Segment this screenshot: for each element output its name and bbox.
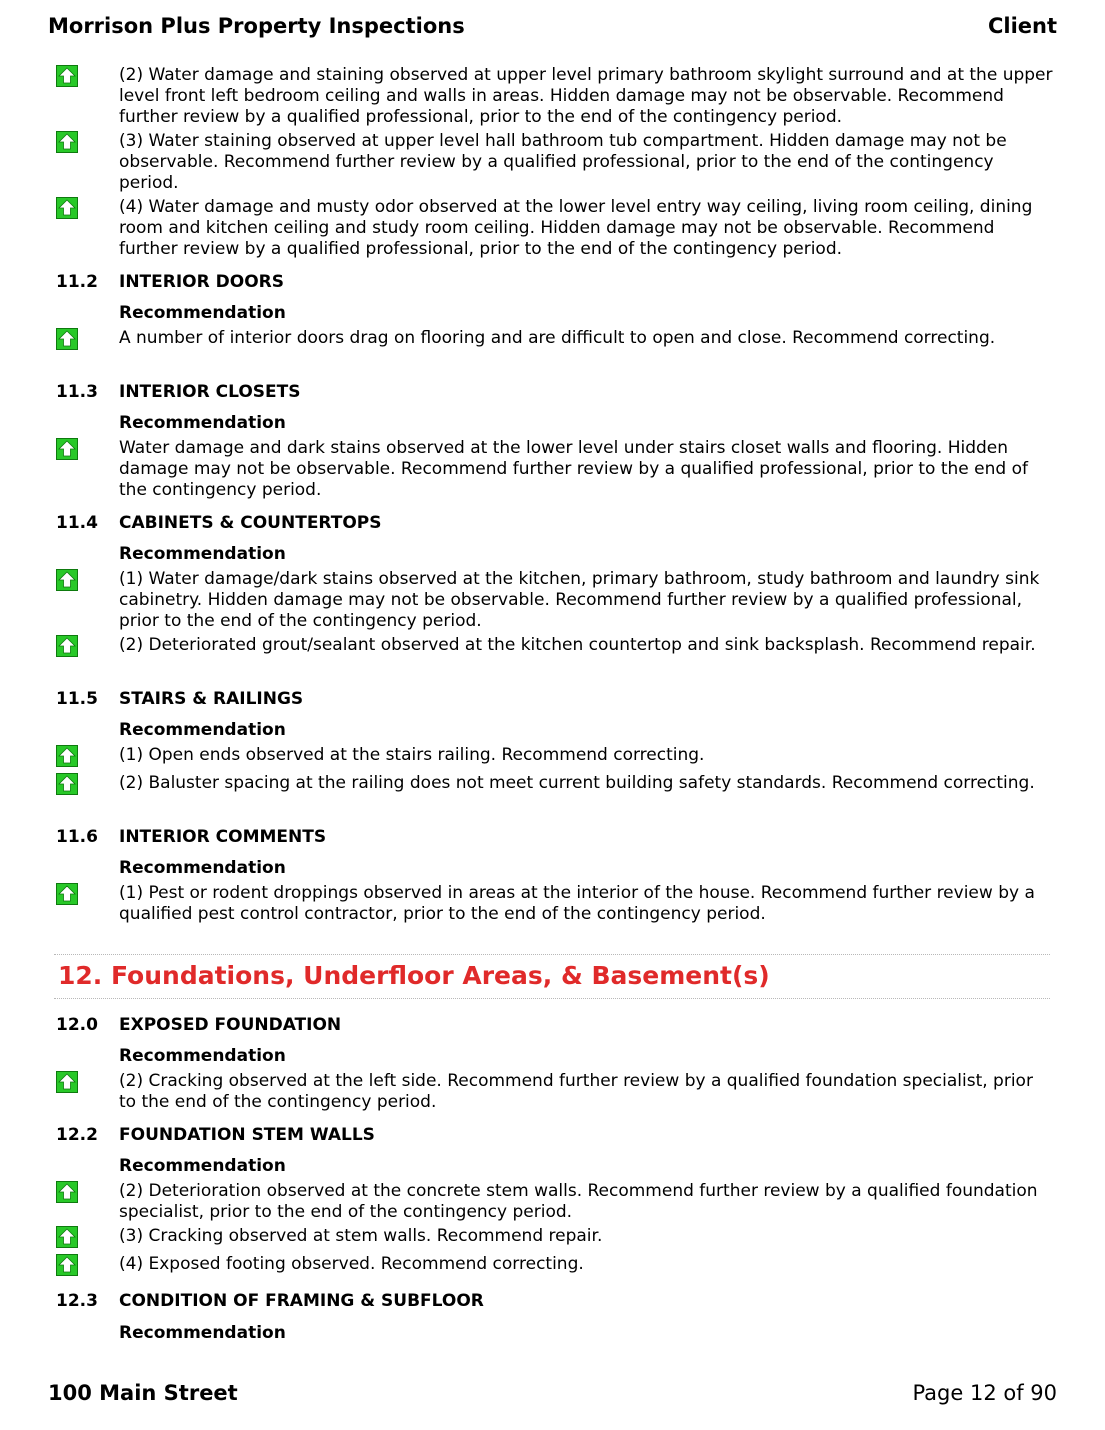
section-number: 11.4: [56, 513, 98, 533]
chapter-title: 12. Foundations, Underfloor Areas, & Basement(s): [58, 961, 770, 990]
recommendation-label: Recommendation: [119, 1156, 286, 1176]
recommendation-label: Recommendation: [119, 303, 286, 323]
recommendation-item: (3) Water staining observed at upper level hall bathroom tub compartment. Hidden damage may not be observable. Recommend further review by a qualified professional, prior to the end of the contingency period.: [119, 131, 1007, 193]
section-title: INTERIOR COMMENTS: [119, 827, 327, 847]
section-number: 11.3: [56, 382, 98, 402]
recommendation-item: (4) Exposed footing observed. Recommend correcting.: [119, 1254, 584, 1274]
recommendation-arrow-icon: [56, 197, 78, 219]
recommendation-arrow-icon: [56, 635, 78, 657]
recommendation-arrow-icon: [56, 1181, 78, 1203]
recommendation-arrow-icon: [56, 1254, 78, 1276]
recommendation-label: Recommendation: [119, 720, 286, 740]
recommendation-label: Recommendation: [119, 544, 286, 564]
recommendation-item: (4) Water damage and musty odor observed at the lower level entry way ceiling, living room ceiling, dining room and kitchen ceiling and study room ceiling. Hidden damage may not be observable. Recommend further review by a qualified professional, prior to the end of the contingency period.: [119, 197, 1033, 259]
section-title: CONDITION OF FRAMING & SUBFLOOR: [119, 1291, 484, 1311]
page-number: Page 12 of 90: [912, 1381, 1057, 1405]
recommendation-item: Water damage and dark stains observed at the lower level under stairs closet walls and flooring. Hidden damage may not be observable. Recommend further review by a qualified professional, prior to the end of the contingency period.: [119, 438, 1028, 500]
section-heading: [56, 827, 326, 848]
recommendation-item: (1) Water damage/dark stains observed at the kitchen, primary bathroom, study bathroom and laundry sink cabinetry. Hidden damage may not be observable. Recommend further review by a qualified professional, prior to the end of the contingency period.: [119, 569, 1040, 631]
section-heading: [56, 272, 284, 293]
recommendation-item: (2) Baluster spacing at the railing does not meet current building safety standards. Recommend correcting.: [119, 773, 1035, 793]
chapter-rule-bottom: [54, 998, 1050, 999]
section-heading: [56, 1015, 341, 1036]
section-number: 11.6: [56, 827, 98, 847]
recommendation-item: (1) Open ends observed at the stairs railing. Recommend correcting.: [119, 745, 705, 765]
recommendation-item: (2) Deterioration observed at the concrete stem walls. Recommend further review by a qualified foundation specialist, prior to the end of the contingency period.: [119, 1181, 1038, 1222]
section-heading: [56, 513, 382, 534]
section-number: 12.0: [56, 1015, 98, 1035]
section-title: INTERIOR DOORS: [119, 272, 284, 292]
recommendation-arrow-icon: [56, 131, 78, 153]
recommendation-item: (2) Cracking observed at the left side. Recommend further review by a qualified foundation specialist, prior to the end of the contingency period.: [119, 1071, 1033, 1112]
section-heading: [56, 689, 303, 710]
section-title: CABINETS & COUNTERTOPS: [119, 513, 382, 533]
section-heading: [56, 1291, 484, 1312]
chapter-rule-top: [54, 954, 1050, 955]
section-heading: [56, 1125, 375, 1146]
recommendation-arrow-icon: [56, 745, 78, 767]
recommendation-arrow-icon: [56, 1071, 78, 1093]
recommendation-arrow-icon: [56, 438, 78, 460]
recommendation-item: (3) Cracking observed at stem walls. Recommend repair.: [119, 1226, 603, 1246]
recommendation-item: (2) Deteriorated grout/sealant observed at the kitchen countertop and sink backsplash. Recommend repair.: [119, 635, 1036, 655]
recommendation-arrow-icon: [56, 65, 78, 87]
section-number: 11.5: [56, 689, 98, 709]
property-address: 100 Main Street: [48, 1381, 238, 1405]
section-title: STAIRS & RAILINGS: [119, 689, 304, 709]
recommendation-arrow-icon: [56, 773, 78, 795]
section-title: INTERIOR CLOSETS: [119, 382, 301, 402]
client-label: Client: [987, 14, 1057, 38]
report-company-name: Morrison Plus Property Inspections: [48, 14, 465, 38]
recommendation-arrow-icon: [56, 883, 78, 905]
section-title: FOUNDATION STEM WALLS: [119, 1125, 375, 1145]
section-title: EXPOSED FOUNDATION: [119, 1015, 342, 1035]
recommendation-item: (2) Water damage and staining observed at upper level primary bathroom skylight surround and at the upper level front left bedroom ceiling and walls in areas. Hidden damage may not be observable. Recommend further review by a qualified professional, prior to the end of the contingency period.: [119, 65, 1053, 127]
recommendation-arrow-icon: [56, 328, 78, 350]
recommendation-label: Recommendation: [119, 1323, 286, 1343]
recommendation-label: Recommendation: [119, 1046, 286, 1066]
recommendation-item: (1) Pest or rodent droppings observed in areas at the interior of the house. Recommend further review by a qualified pest control contractor, prior to the end of the contingency period.: [119, 883, 1035, 924]
section-heading: [56, 382, 301, 403]
section-number: 12.2: [56, 1125, 98, 1145]
recommendation-arrow-icon: [56, 569, 78, 591]
recommendation-item: A number of interior doors drag on flooring and are difficult to open and close. Recommend correcting.: [119, 328, 996, 348]
section-number: 11.2: [56, 272, 98, 292]
recommendation-label: Recommendation: [119, 413, 286, 433]
recommendation-arrow-icon: [56, 1226, 78, 1248]
recommendation-label: Recommendation: [119, 858, 286, 878]
section-number: 12.3: [56, 1291, 98, 1311]
